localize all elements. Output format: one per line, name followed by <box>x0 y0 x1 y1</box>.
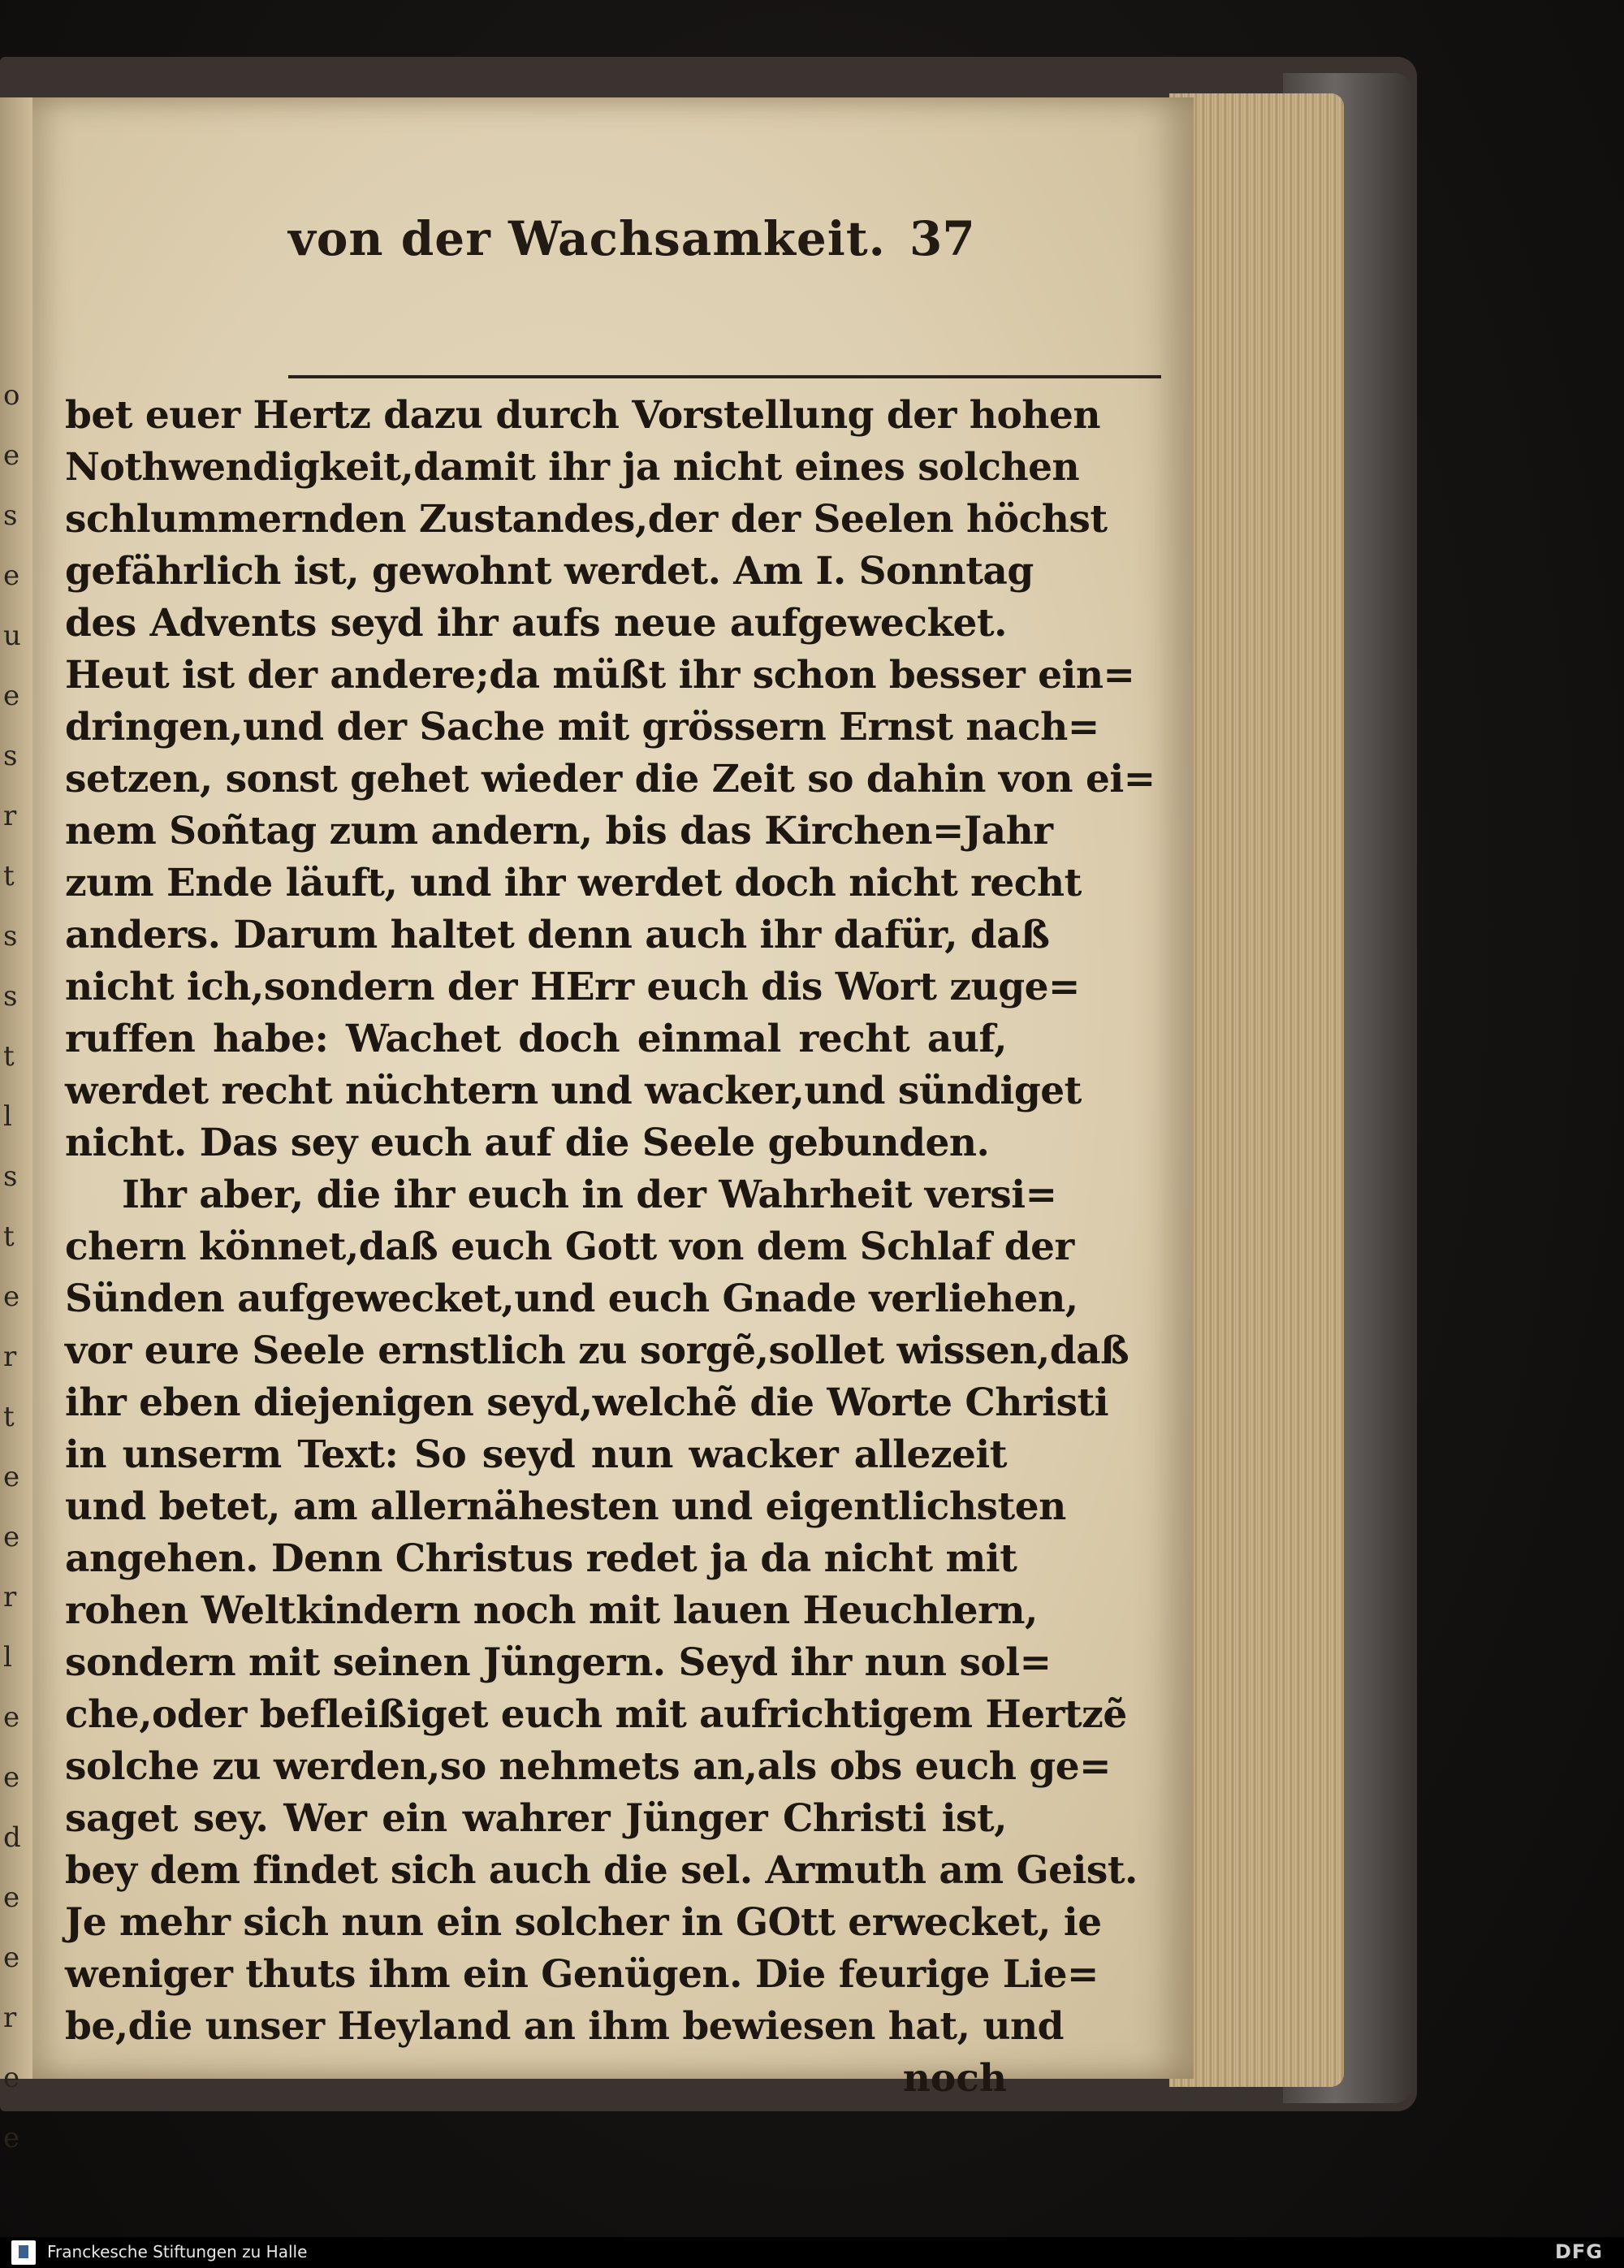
previous-page-letter: e <box>3 1701 20 1734</box>
text-line: bey dem findet sich auch die sel. Armuth am Geist. <box>65 1848 1138 1893</box>
previous-page-letter: e <box>3 1881 20 1914</box>
text-line: dringen,und der Sache mit grössern Ernst nach= <box>65 705 1099 750</box>
previous-page-letter: t <box>3 860 15 892</box>
previous-page-letter: s <box>3 920 18 953</box>
running-title: von der Wachsamkeit. <box>288 211 886 266</box>
text-line: rohen Weltkindern noch mit lauen Heuchlern, <box>65 1588 1038 1633</box>
previous-page-letter: e <box>3 439 20 472</box>
text-line: ruffen habe: Wachet doch einmal recht auf, <box>65 1017 1007 1061</box>
text-line: be,die unser Heyland an ihm bewiesen hat, und <box>65 2004 1065 2049</box>
text-line: schlummernden Zustandes,der der Seelen höchst <box>65 497 1108 542</box>
book-page <box>32 97 1194 2101</box>
text-line: ihr eben diejenigen seyd,welchẽ die Worte Christi <box>65 1380 1109 1425</box>
head-rule <box>288 375 1161 378</box>
footer-bar <box>0 2237 1624 2268</box>
previous-page-letter: e <box>3 680 20 712</box>
text-line: vor eure Seele ernstlich zu sorgẽ,sollet wissen,daß <box>65 1328 1129 1373</box>
text-line: nicht. Das sey euch auf die Seele gebunden. <box>65 1121 990 1165</box>
previous-page-letter: t <box>3 1401 15 1433</box>
previous-page-letter: l <box>3 1641 12 1674</box>
text-line: Heut ist der andere;da müßt ihr schon besser ein= <box>65 653 1135 698</box>
text-line: in unserm Text: So seyd nun wacker allezeit <box>65 1432 1007 1477</box>
text-line: sondern mit seinen Jüngern. Seyd ihr nun sol= <box>65 1640 1052 1685</box>
institution-logo-icon <box>11 2240 36 2265</box>
text-line: chern könnet,daß euch Gott von dem Schlaf der <box>65 1225 1074 1269</box>
text-line: solche zu werden,so nehmets an,als obs euch ge= <box>65 1744 1111 1789</box>
previous-page-letter: s <box>3 1160 18 1193</box>
previous-page-letter: r <box>3 1341 17 1373</box>
previous-page-letters <box>3 365 28 2152</box>
text-line: anders. Darum haltet denn auch ihr dafür, daß <box>65 913 1050 957</box>
text-line: weniger thuts ihm ein Genügen. Die feurige Lie= <box>65 1952 1099 1997</box>
text-line: che,oder befleißiget euch mit aufrichtigem Hertzẽ <box>65 1692 1127 1737</box>
body-text <box>65 390 1155 2105</box>
previous-page-letter: d <box>3 1821 21 1854</box>
previous-page-letter: t <box>3 1220 15 1253</box>
previous-page-letter: r <box>3 2002 17 2034</box>
text-line: zum Ende läuft, und ihr werdet doch nicht recht <box>65 861 1082 905</box>
previous-page-letter: o <box>3 379 20 412</box>
text-line: nicht ich,sondern der HErr euch dis Wort zuge= <box>65 965 1080 1009</box>
previous-page-letter: e <box>3 559 20 592</box>
previous-page-letter: e <box>3 2062 20 2094</box>
text-line: Nothwendigkeit,damit ihr ja nicht eines solchen <box>65 445 1080 490</box>
previous-page-letter: s <box>3 980 18 1013</box>
text-line: Je mehr sich nun ein solcher in GOtt erwecket, ie <box>65 1900 1102 1945</box>
previous-page-sliver <box>0 97 32 2154</box>
page-number: 37 <box>909 211 975 266</box>
previous-page-letter: r <box>3 800 17 832</box>
previous-page-letter: e <box>3 1761 20 1794</box>
previous-page-letter: u <box>3 620 21 652</box>
page-edges <box>1169 93 1344 2087</box>
text-line: setzen, sonst gehet wieder die Zeit so dahin von ei= <box>65 757 1155 801</box>
previous-page-letter: r <box>3 1581 17 1614</box>
text-line: angehen. Denn Christus redet ja da nicht mit <box>65 1536 1017 1581</box>
institution-name: Franckesche Stiftungen zu Halle <box>47 2242 308 2262</box>
text-line: bet euer Hertz dazu durch Vorstellung der hohen <box>65 393 1101 438</box>
previous-page-letter: e <box>3 1461 20 1493</box>
text-line: werdet recht nüchtern und wacker,und sündiget <box>65 1069 1082 1113</box>
text-line: nem Soñtag zum andern, bis das Kirchen=Jahr <box>65 809 1053 853</box>
text-line: Sünden aufgewecket,und euch Gnade verliehen, <box>65 1277 1078 1321</box>
previous-page-letter: t <box>3 1040 15 1073</box>
text-line: Ihr aber, die ihr euch in der Wahrheit versi= <box>122 1173 1057 1217</box>
previous-page-letter: e <box>3 1521 20 1553</box>
text-line: saget sey. Wer ein wahrer Jünger Christi ist, <box>65 1796 1007 1841</box>
previous-page-letter: e <box>3 2122 20 2154</box>
text-line: des Advents seyd ihr aufs neue aufgewecket. <box>65 601 1007 646</box>
previous-page-letter: s <box>3 499 18 532</box>
previous-page-letter: l <box>3 1100 12 1133</box>
previous-page-letter: e <box>3 1942 20 1974</box>
previous-page-letter: s <box>3 740 18 772</box>
text-line: gefährlich ist, gewohnt werdet. Am I. Sonntag <box>65 549 1034 594</box>
previous-page-letter: e <box>3 1281 20 1313</box>
text-line: und betet, am allernähesten und eigentlichsten <box>65 1484 1066 1529</box>
dfg-logo: DFG <box>1554 2240 1603 2263</box>
catchword: noch <box>902 2056 1007 2101</box>
running-head <box>256 211 987 284</box>
